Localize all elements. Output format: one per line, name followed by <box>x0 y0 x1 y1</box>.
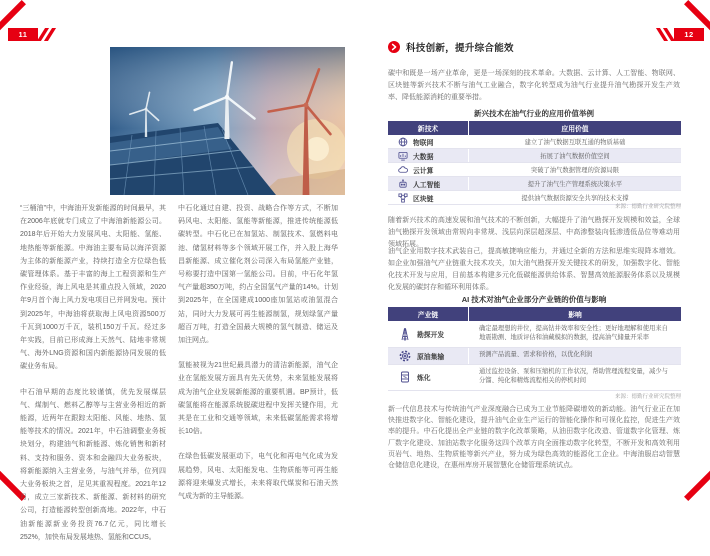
page-number: 12 <box>674 28 704 41</box>
table-row <box>388 135 681 149</box>
body-paragraph: 中石化通过自建、投资、战略合作等方式，不断加码风电、太阳能、氢能等新能源，推进传统能源低碳转型。中石化已在加氢站、制氢技术、氢燃料电池、储氢材料等多个领域开展工作，并入股上海华昌新能源、成立催化剂公司深入布局氢能产业链，号称要打造中国第一氢能公司。目前，中石化年氢气产量超350万吨，约占全国氢气产量的14%。计划到2025年，在全国建成1000座加氢站或油氢混合站，同时大力发展可再生能源制氢，规划绿氢产量超百万吨，打造全国最大规模的氢气制造、储运及加注网点。 <box>178 205 338 345</box>
section-heading-text: 科技创新，提升综合能效 <box>406 43 514 54</box>
page-number-badge-left <box>8 28 52 41</box>
chain-impact: 确定最理想的井位，提高钻井效率和安全性；更好地理解和使用来自地震勘测、地质评估和油藏模拟的数据，提高油气储量开采率 <box>469 321 682 347</box>
chevron-right-icon <box>388 41 400 53</box>
section-heading <box>388 40 514 54</box>
page-number: 11 <box>8 28 38 41</box>
photo-illustration <box>110 47 345 195</box>
body-paragraph: 新一代信息技术与传统油气产业深度融合已成为工业节能降碳增效的新动能。油气行业正在加快推进数字化、智能化建设，提升油气企业生产运行的智能化操作和可视化监控，促进生产效率的提升。中石化提出全产业链的数字化改革策略，从油田数字化改造、管道数字化管理、炼厂数字化建设、加油站数字化服务这四个改革方向全面推动数字化转型，不断开发和高效利用页岩气、地热、生物质能等新兴产业，努力成为绿色高效的能源化工企业。中海油服启动智慧仓储信息化建设，在惠州库房开展智慧化仓储管理系统试点。 <box>388 406 680 470</box>
chain-name: 原油集输 <box>417 353 445 361</box>
body-paragraph: “三桶油”中，中海油开发新能源的时间最早，其在2006年底就专门成立了中海油新能源公司。2018年后开始大力发展风电、太阳能、氢能、地热能等新能源。中海油主要布局以海洋资源为主体的新能源产业，持续打造全方位绿色低碳管理体系。基于丰富的海上工程资源和生产作业经验，海上风电是其重点投入领域，2020年9月首个海上风力发电项目已并网发电。预计到2025年，中海油将获取海上风电资源500万千瓦到1000万千瓦，装机150万千瓦。经过多年实践，目前已形成海上天然气、陆地非常规气、海外LNG资源和国内新能源协同发展的低碳业务布局。 <box>20 205 166 371</box>
page-11 <box>0 0 355 541</box>
tech-value: 拓展了油气数据价值空间 <box>469 149 682 163</box>
table1-title: 新兴技术在油气行业的应用价值举例 <box>474 109 594 118</box>
table-row <box>388 177 681 191</box>
table1-source: 来源：德勤行业研究院整理 <box>614 204 681 210</box>
chain-impact: 通过监控设备、泵和压缩机的工作状况，帮助管理流程变量，减少与分馏、纯化和精炼流程相关的停机时间 <box>469 364 682 390</box>
body-paragraph: 油气企业用数字技术武装自己，提高敏捷响应能力，并通过全新的方法和思维实现降本增效。如企业加强油气产业链重大技术攻关，加大油气勘探开发关键技术的研发，加强数字化、智能化技术开发与应用，目前基本构建多元化低碳能源供给体系、智慧高效能源服务体系以及规模化发展的碳封存和循环利用体系。 <box>388 248 680 291</box>
table-row <box>388 163 681 177</box>
table-header-row <box>388 121 681 135</box>
body-paragraph: 在绿色低碳发展驱动下，电气化和再电气化成为发展趋势，风电、太阳能发电、生物质能等可再生能源将迎来爆发式增长，未来将取代煤炭和石油天然气成为新的主导能源。 <box>178 453 338 501</box>
column-header: 产业链 <box>388 307 469 321</box>
page-12 <box>355 0 710 501</box>
tech-name: 区块链 <box>413 195 434 203</box>
body-paragraph: 随着新兴技术的高速发展和油气技术的不断创新，大幅提升了油气勘探开发规模和效益，全球油气勘探开发领域由常规向非常规、浅层向深层超深层、中高渗整装向低渗透低品位等难动用领域拓展。 <box>388 217 680 248</box>
chain-impact: 预测产品流量、需求和价格，以优化利润 <box>469 347 682 364</box>
column-header: 新技术 <box>388 121 469 135</box>
table2-title: AI 技术对油气企业部分产业链的价值与影响 <box>461 295 607 304</box>
blockchain-icon <box>398 193 408 203</box>
bigdata-icon <box>398 151 408 161</box>
table-row <box>388 364 681 390</box>
chain-name: 勘探开发 <box>417 331 445 339</box>
gathering-gear-icon <box>398 349 412 363</box>
ai-robot-icon <box>398 179 408 189</box>
page-number-badge-right <box>660 28 704 41</box>
cloud-computing-icon <box>398 165 408 175</box>
tech-name: 云计算 <box>413 167 434 175</box>
table-header-row <box>388 307 681 321</box>
tech-name: 大数据 <box>413 153 434 161</box>
table-row <box>388 347 681 364</box>
tech-value: 提供油气数据资源安全共享的技术支撑 <box>469 191 682 205</box>
column-header: 影响 <box>469 307 682 321</box>
table2-source: 来源：德勤行业研究院整理 <box>614 394 681 400</box>
table-row <box>388 149 681 163</box>
left-column-2 <box>178 202 338 515</box>
tech-value: 突破了油气数据管理的资源局限 <box>469 163 682 177</box>
body-paragraph: 碳中和既是一场产业革命，更是一场深刻的技术革命。大数据、云计算、人工智能、物联网、区块链等新兴技术不断与油气工业融合，数字化转型成为油气行业提升油气勘探开发生产效率、降低能源消耗的重要举措。 <box>388 70 680 101</box>
tech-name: 人工智能 <box>413 181 441 189</box>
table-row <box>388 321 681 347</box>
column-header: 应用价值 <box>469 121 682 135</box>
exploration-derrick-icon <box>398 327 412 341</box>
emerging-tech-table <box>388 121 681 205</box>
refining-barrel-icon <box>398 370 412 384</box>
iot-globe-icon <box>398 137 408 147</box>
wind-solar-photo <box>110 47 345 195</box>
tech-value: 建立了油气数据互联互通的物质基础 <box>469 135 682 149</box>
ai-value-chain-table <box>388 307 681 391</box>
tech-name: 物联网 <box>413 139 434 147</box>
left-column-1 <box>20 202 166 556</box>
tech-value: 提升了油气生产管理系统决策水平 <box>469 177 682 191</box>
body-paragraph: 中石油早期的态度比较谨慎，优先发展煤层气、煤制气、燃料乙醇等与主营业务相近的新能源，近两年在跟踪太阳能、风能、地热、氢能等技术的情况。2021年，中石油调整业务板块划分，构建油气和新能源、炼化销售和新材料、支持和服务、资本和金融四大业务板块，将新能源纳入主营业务，与油气并举，位列四大业务板块之首，足见其重视程度。2021年12月，成立三家新技术、新能源、新材料的研究公司，打造能源转型创新高地。2022年，中石油新能源新业务投资76.7亿元，同比增长252%，加快布局发展地热、氢能和CCUS。 <box>20 388 166 541</box>
body-paragraph: 氢能被视为21世纪最具潜力的清洁新能源，油气企业在氢能发展方面具有先天优势，未来氢能发展将成为油气企业发展新能源的重要机遇。BP预计，低碳氢能将在能源系统脱碳进程中发挥关键作用，尤其是在工业和交通等领域，未来低碳氢能需求将增长10倍。 <box>178 362 338 436</box>
chain-name: 炼化 <box>417 375 431 382</box>
